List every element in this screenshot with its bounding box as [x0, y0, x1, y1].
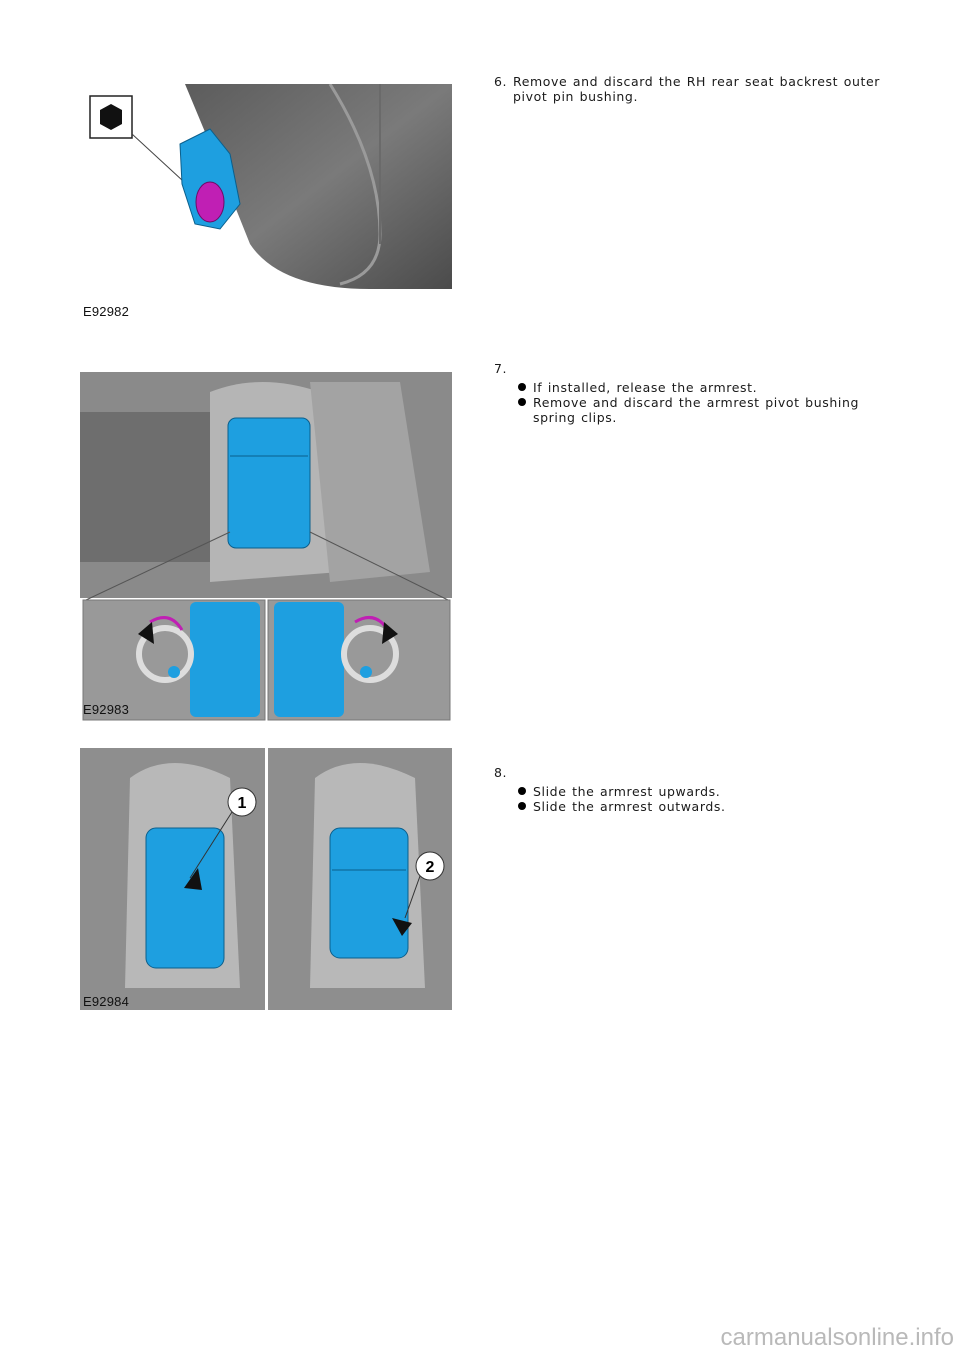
- figure-label: E92983: [83, 702, 130, 717]
- bullet-item: Slide the armrest outwards.: [513, 799, 893, 814]
- watermark: carmanualsonline.info: [720, 1324, 954, 1351]
- step-number: 8.: [494, 765, 508, 780]
- step-number: 7.: [494, 361, 508, 376]
- bullet-item: Slide the armrest upwards.: [513, 784, 893, 799]
- bullet-dot-icon: [518, 383, 526, 391]
- bullet-dot-icon: [518, 802, 526, 810]
- armrest-release-illustration: [80, 372, 452, 722]
- armrest-slide-illustration: [80, 748, 452, 1010]
- bullet-dot-icon: [518, 787, 526, 795]
- figure-e92983: [80, 372, 452, 722]
- callout-2: 2: [425, 859, 435, 876]
- figure-e92984: [80, 748, 452, 1010]
- step-number: 6.: [494, 74, 508, 89]
- bullet-list: [513, 380, 893, 425]
- bullet-dot-icon: [518, 398, 526, 406]
- bullet-item: Remove and discard the armrest pivot bushing spring clips.: [513, 395, 893, 425]
- callout-1: 1: [237, 795, 247, 812]
- figure-e92982: [80, 84, 452, 324]
- pivot-pin-bushing-illustration: [80, 84, 452, 304]
- bullet-list: [513, 784, 893, 814]
- figure-label: E92984: [83, 994, 130, 1009]
- step-text: Remove and discard the RH rear seat backrest outer pivot pin bushing.: [513, 74, 881, 104]
- bullet-item: If installed, release the armrest.: [513, 380, 893, 395]
- figure-label: E92982: [83, 304, 130, 319]
